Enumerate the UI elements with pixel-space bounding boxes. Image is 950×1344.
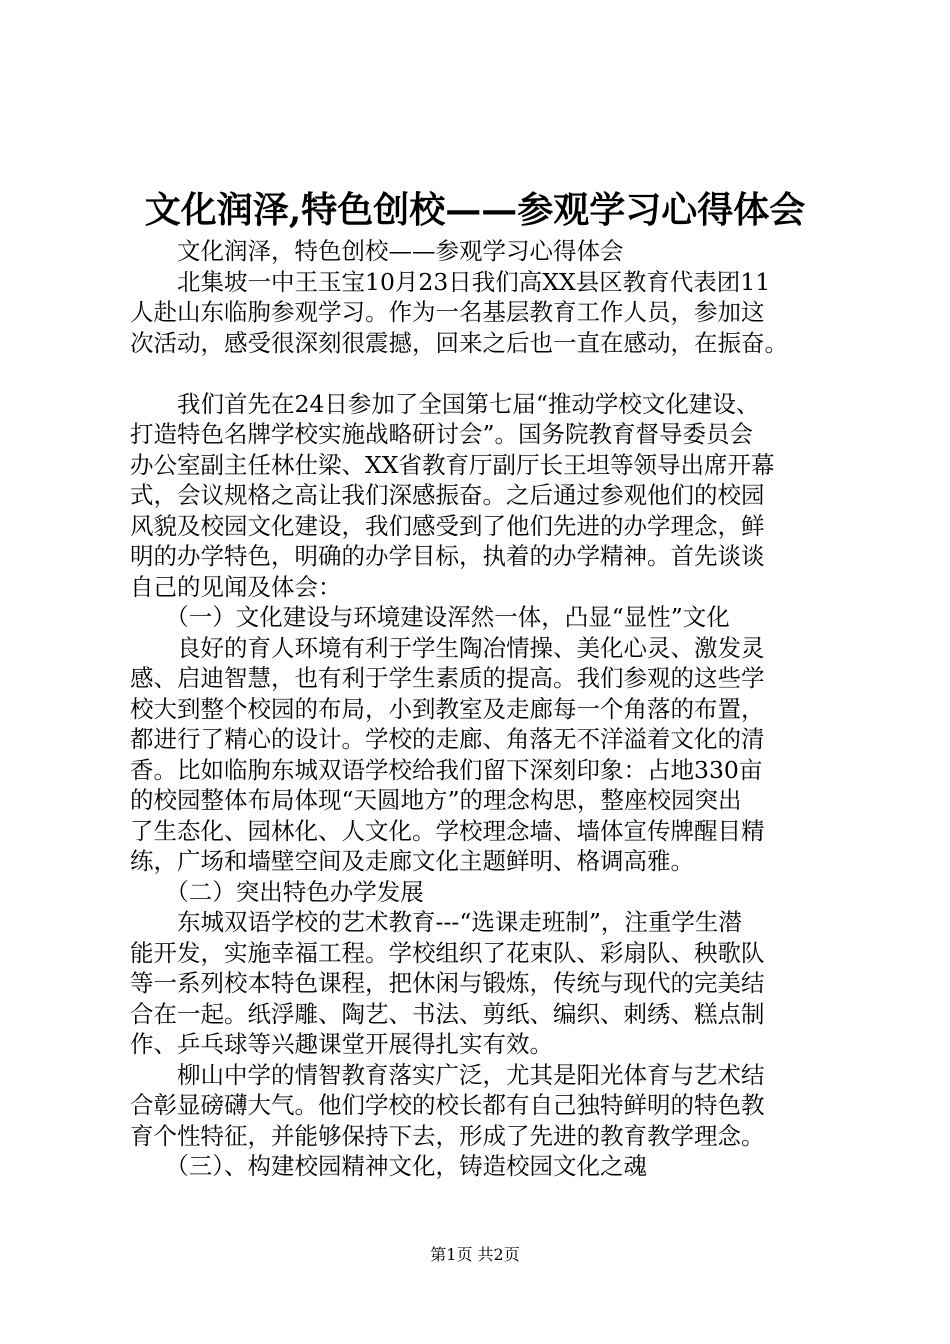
body-line: 练，广场和墙壁空间及走廊文化主题鲜明、格调高雅。 [130, 847, 694, 875]
body-line: 能开发，实施幸福工程。学校组织了花束队、彩扇队、秧歌队 [130, 938, 765, 967]
body-line: 办公室副主任林仕梁、XX省教育厅副厅长王坦等领导出席开幕 [130, 450, 775, 479]
body-line: 文化润泽，特色创校——参观学习心得体会 [130, 237, 624, 265]
body-line: 都进行了精心的设计。学校的走廊、角落无不洋溢着文化的清 [130, 725, 765, 753]
body-line: 合彰显磅礴大气。他们学校的校长都有自己独特鲜明的特色教 [130, 1091, 765, 1119]
body-line: 合在一起。纸浮雕、陶艺、书法、剪纸、编织、刺绣、糕点制 [130, 999, 765, 1028]
body-line: 风貌及校园文化建设，我们感受到了他们先进的办学理念，鲜 [130, 511, 765, 540]
body-line: 柳山中学的情智教育落实广泛，尤其是阳光体育与艺术结 [130, 1060, 765, 1089]
document-title: 文化润泽,特色创校——参观学习心得体会 [144, 189, 806, 231]
body-line: 次活动，感受很深刻很震撼，回来之后也一直在感动，在振奋。 [130, 328, 788, 357]
body-line: 作、乒乓球等兴趣课堂开展得扎实有效。 [130, 1030, 553, 1058]
page-footer: 第1页 共2页 [430, 1245, 520, 1264]
body-line: 感、启迪智慧，也有利于学生素质的提高。我们参观的这些学 [130, 664, 765, 692]
body-line: 的校园整体布局体现“天圆地方”的理念构思，整座校园突出 [130, 786, 742, 814]
body-line: 校大到整个校园的布局，小到教室及走廊每一个角落的布置， [130, 694, 765, 723]
body-line: 了生态化、园林化、人文化。学校理念墙、墙体宣传牌醒目精 [130, 816, 765, 845]
body-line: 育个性特征，并能够保持下去，形成了先进的教育教学理念。 [130, 1121, 765, 1150]
body-line: 人赴山东临朐参观学习。作为一名基层教育工作人员，参加这 [130, 298, 765, 326]
body-line: 等一系列校本特色课程，把休闲与锻炼，传统与现代的完美结 [130, 969, 765, 997]
document-body [130, 236, 830, 1182]
body-line: （三）、构建校园精神文化，铸造校园文化之魂 [130, 1152, 647, 1180]
body-line: 式，会议规格之高让我们深感振奋。之后通过参观他们的校园 [130, 481, 765, 509]
body-line: （一）文化建设与环境建设浑然一体，凸显“显性”文化 [130, 603, 730, 631]
body-line: 我们首先在24日参加了全国第七届“推动学校文化建设、 [130, 389, 760, 418]
blank-line [130, 358, 830, 389]
body-line: 北集坡一中王玉宝10月23日我们高XX县区教育代表团11 [130, 267, 771, 296]
body-line: （二）突出特色办学发展 [130, 877, 424, 906]
body-line: 良好的育人环境有利于学生陶冶情操、美化心灵、激发灵 [130, 633, 765, 662]
body-line: 打造特色名牌学校实施战略研讨会”。国务院教育督导委员会 [130, 420, 754, 448]
body-line: 明的办学特色，明确的办学目标，执着的办学精神。首先谈谈 [130, 542, 765, 570]
body-line: 东城双语学校的艺术教育---“选课走班制”，注重学生潜 [130, 908, 742, 936]
body-line: 香。比如临朐东城双语学校给我们留下深刻印象：占地330亩 [130, 755, 763, 784]
body-line: 自己的见闻及体会： [130, 572, 342, 601]
